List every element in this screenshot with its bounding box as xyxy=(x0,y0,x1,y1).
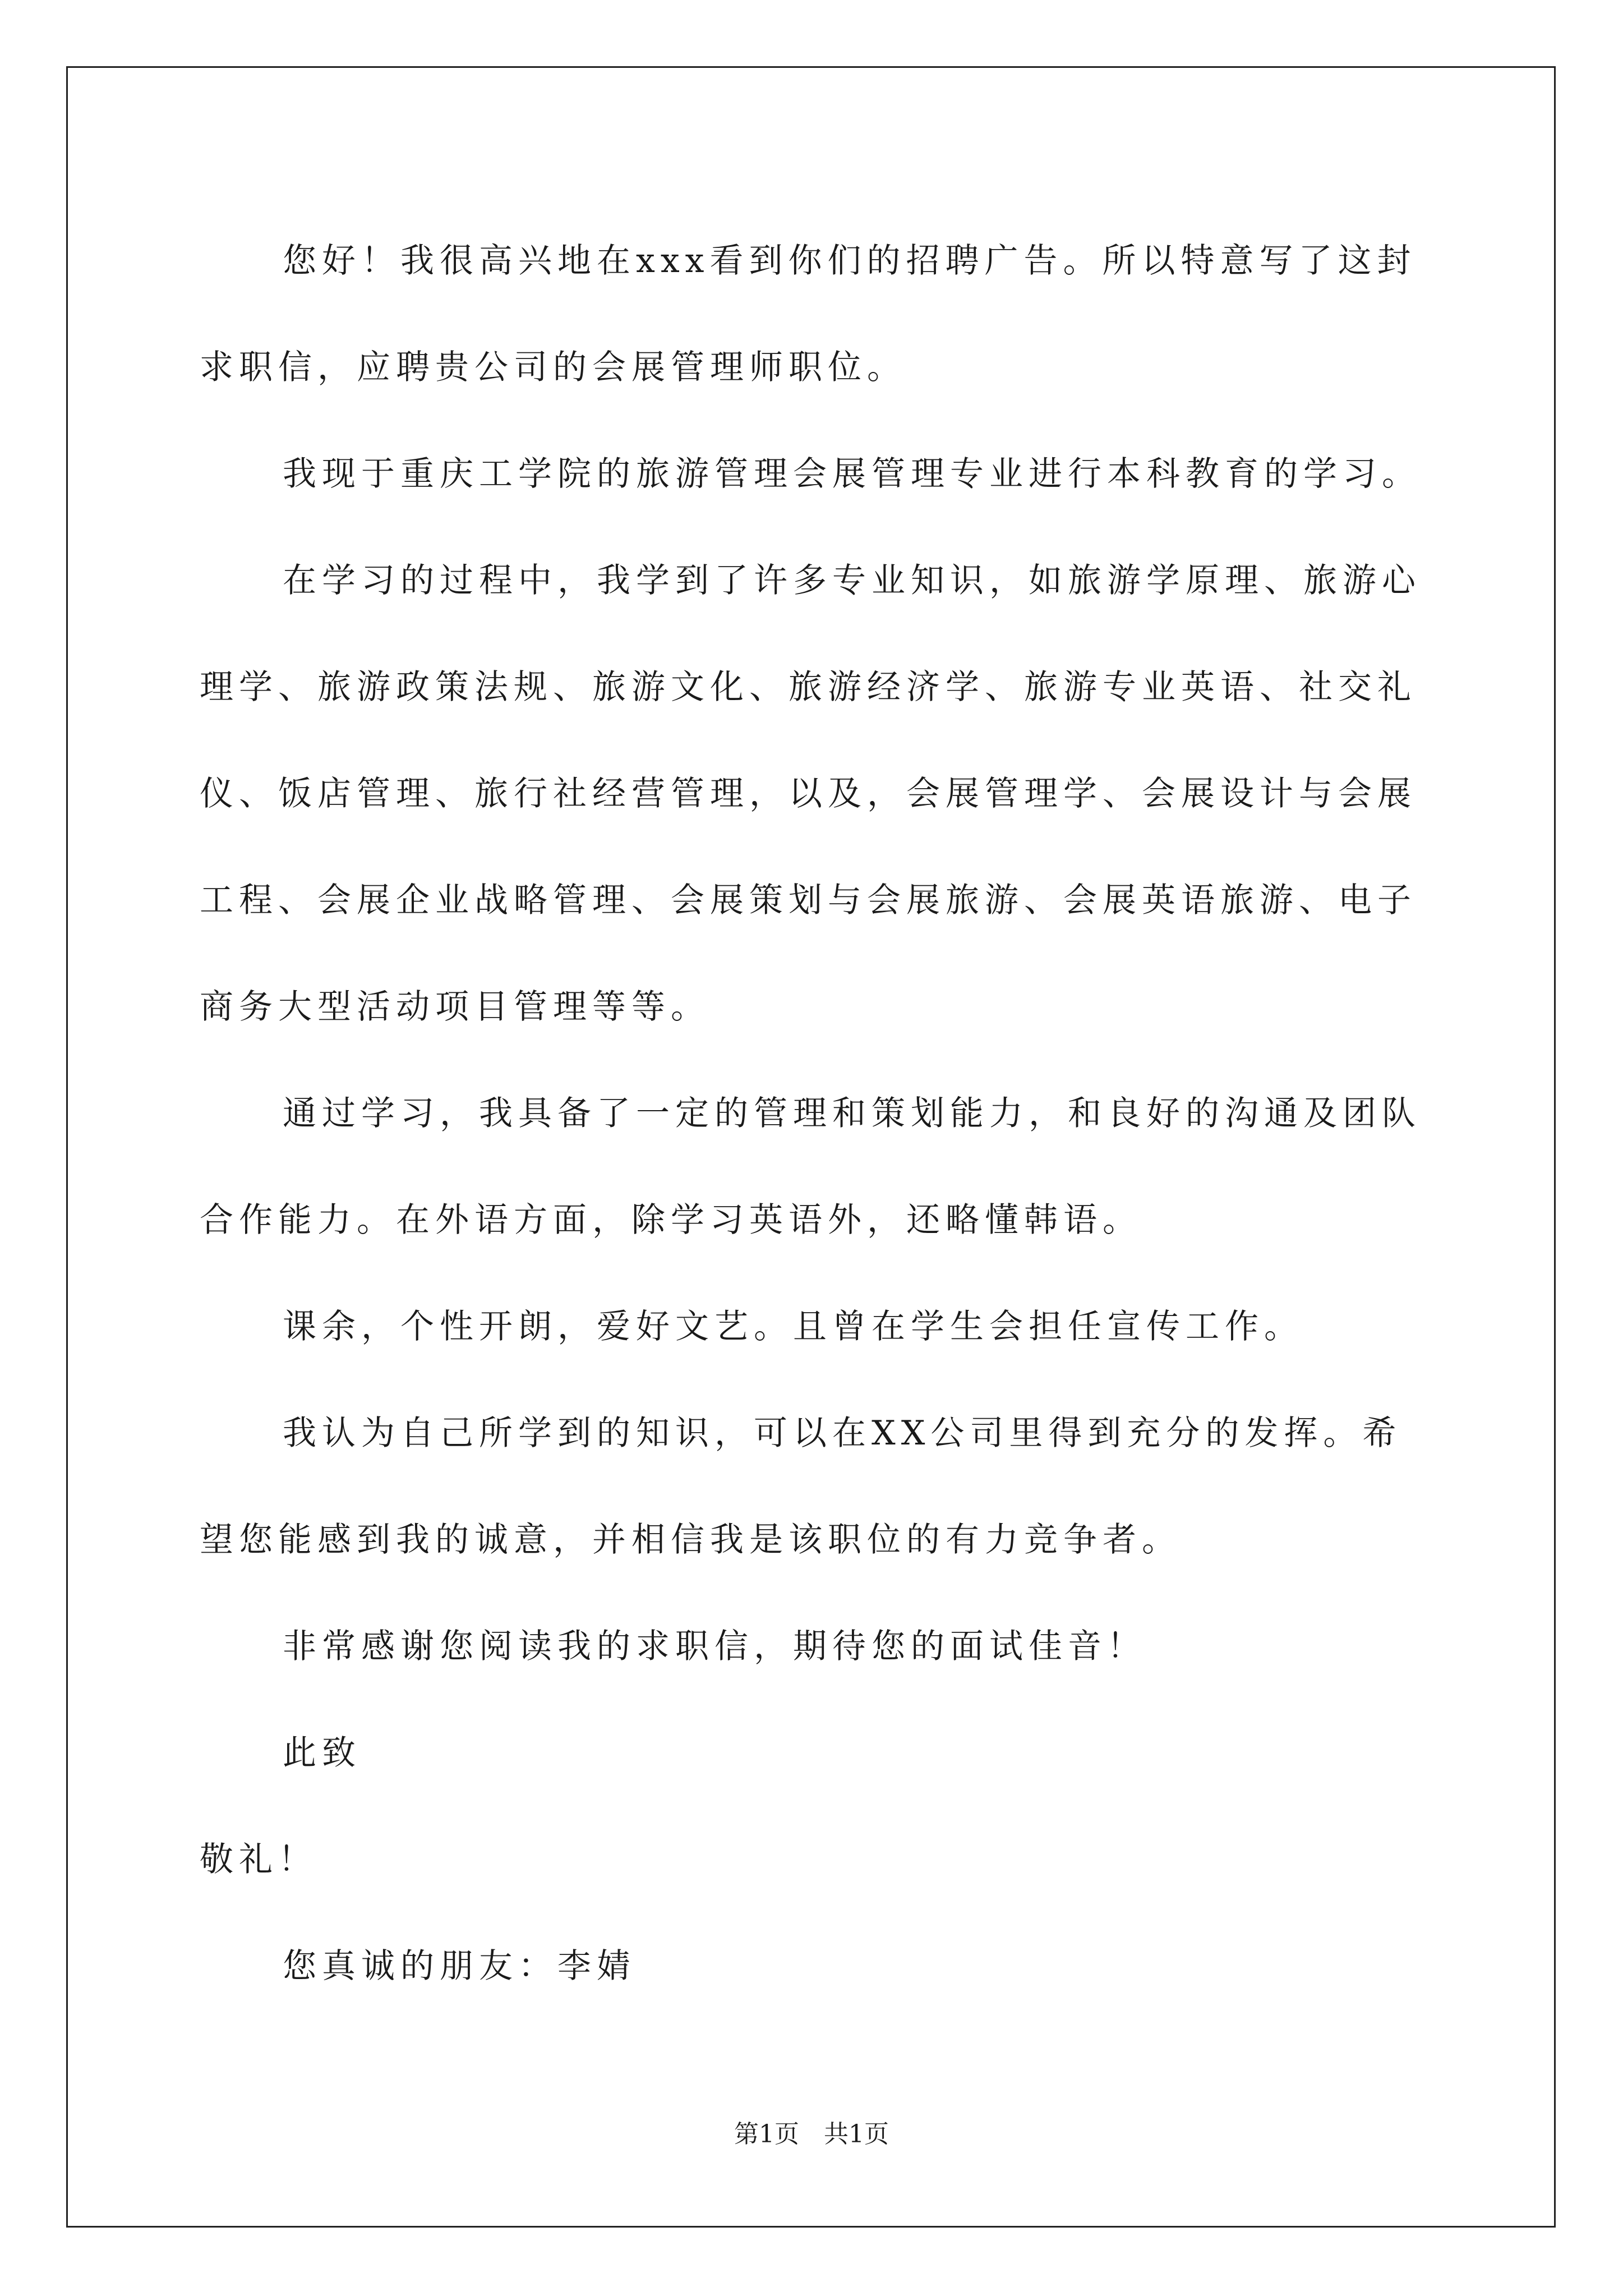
letter-body xyxy=(200,208,1428,2019)
paragraph-conclusion: 我认为自己所学到的知识，可以在XX公司里得到充分的发挥。希望您能感到我的诚意，并相信我是该职位的有力竞争者。 xyxy=(200,1414,1402,1559)
page-number-total: 共1页 xyxy=(824,2120,889,2148)
paragraph-salutation: 此致 xyxy=(283,1733,361,1773)
page-footer xyxy=(0,2114,1623,2150)
paragraph-education: 我现于重庆工学院的旅游管理会展管理专业进行本科教育的学习。 xyxy=(283,454,1421,494)
page-number-current: 第1页 xyxy=(734,2120,799,2148)
paragraph-abilities: 通过学习，我具备了一定的管理和策划能力，和良好的沟通及团队合作能力。在外语方面，除学习英语外，还略懂韩语。 xyxy=(200,1094,1421,1240)
paragraph-hobbies: 课余，个性开朗，爱好文艺。且曾在学生会担任宣传工作。 xyxy=(283,1307,1303,1346)
paragraph-thanks: 非常感谢您阅读我的求职信，期待您的面试佳音！ xyxy=(283,1627,1146,1666)
paragraph-greeting: 您好！我很高兴地在xxx看到你们的招聘广告。所以特意写了这封求职信，应聘贵公司的会展管理师职位。 xyxy=(200,241,1417,387)
signature-line: 您真诚的朋友：李婧 xyxy=(283,1947,636,1986)
paragraph-courses: 在学习的过程中，我学到了许多专业知识，如旅游学原理、旅游心理学、旅游政策法规、旅游文化、旅游经济学、旅游专业英语、社交礼仪、饭店管理、旅行社经营管理，以及，会展管理学、会展设计与会展工程、会展企业战略管理、会展策划与会展旅游、会展英语旅游、电子商务大型活动项目管理等等。 xyxy=(200,561,1421,1027)
closing-line: 敬礼！ xyxy=(200,1840,317,1879)
